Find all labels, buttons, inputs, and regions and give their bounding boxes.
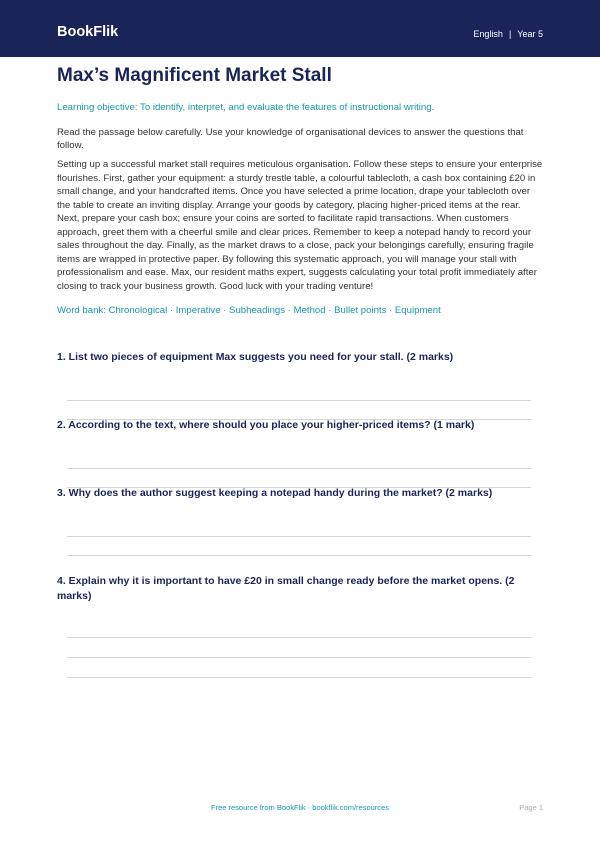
word-bank: Word bank: Chronological · Imperative · Subheadings · Method · Bullet points · Equipment (57, 305, 441, 316)
page-number: Page 1 (519, 803, 543, 812)
reading-passage: Setting up a successful market stall requires meticulous organisation. Follow these steps to ensure your enterprise flourishes. First, gather your equipment: a sturdy trestle table, a colourful tablecloth, a cash box containing £20 in small change, and your handcrafted items. Once you have selected a prime location, drape your tablecloth over the table to create an inviting display. Arrange your goods by category, placing higher-priced items at the rear. Next, prepare your cash box; ensure your coins are sorted to facilitate rapid transactions. When customers approach, greet them with a cheerful smile and clear prices. Remember to keep a notepad handy to record your sales throughout the day. Finally, as the market draws to a close, pack your belongings carefully, ensuring fragile items are wrapped in protective paper. By following this systematic approach, you will manage your stall with professionalism and ease. Max, our resident maths expert, suggests calculating your total profit immediately after closing to track your business growth. Good luck with your trading venture! (57, 159, 543, 292)
answer-line[interactable] (67, 677, 531, 678)
answer-line[interactable] (67, 536, 531, 537)
learning-objective: Learning objective: To identify, interpret, and evaluate the features of instructional writing. (57, 102, 435, 113)
answer-line[interactable] (67, 468, 531, 469)
question-1 (57, 350, 543, 365)
answer-line[interactable] (67, 637, 531, 638)
question-text: 1. List two pieces of equipment Max suggests you need for your stall. (2 marks) (57, 351, 454, 363)
footer-credit: Free resource from BookFlik · bookflik.com/resources (211, 803, 389, 812)
answer-line[interactable] (67, 400, 531, 401)
page-header (0, 0, 600, 57)
header-meta (473, 27, 543, 41)
worksheet-body (57, 62, 543, 317)
question-2 (57, 418, 543, 433)
question-text: 2. According to the text, where should you place your higher-priced items? (1 mark) (57, 419, 475, 431)
answer-line[interactable] (67, 657, 531, 658)
question-text: 3. Why does the author suggest keeping a notepad handy during the market? (2 marks) (57, 487, 493, 499)
year-label: Year 5 (517, 29, 543, 39)
question-3 (57, 486, 543, 501)
page-title: Max’s Magnificent Market Stall (57, 65, 332, 86)
header-separator: | (508, 29, 512, 39)
answer-line[interactable] (67, 555, 531, 556)
question-text: 4. Explain why it is important to have £20 in small change ready before the market opens. (2 marks) (57, 575, 515, 602)
brand-logo-text: BookFlik (57, 24, 119, 40)
question-4 (57, 574, 543, 604)
instructions-text: Read the passage below carefully. Use your knowledge of organisational devices to answer the questions that follow. (57, 127, 524, 151)
subject-label: English (473, 29, 503, 39)
